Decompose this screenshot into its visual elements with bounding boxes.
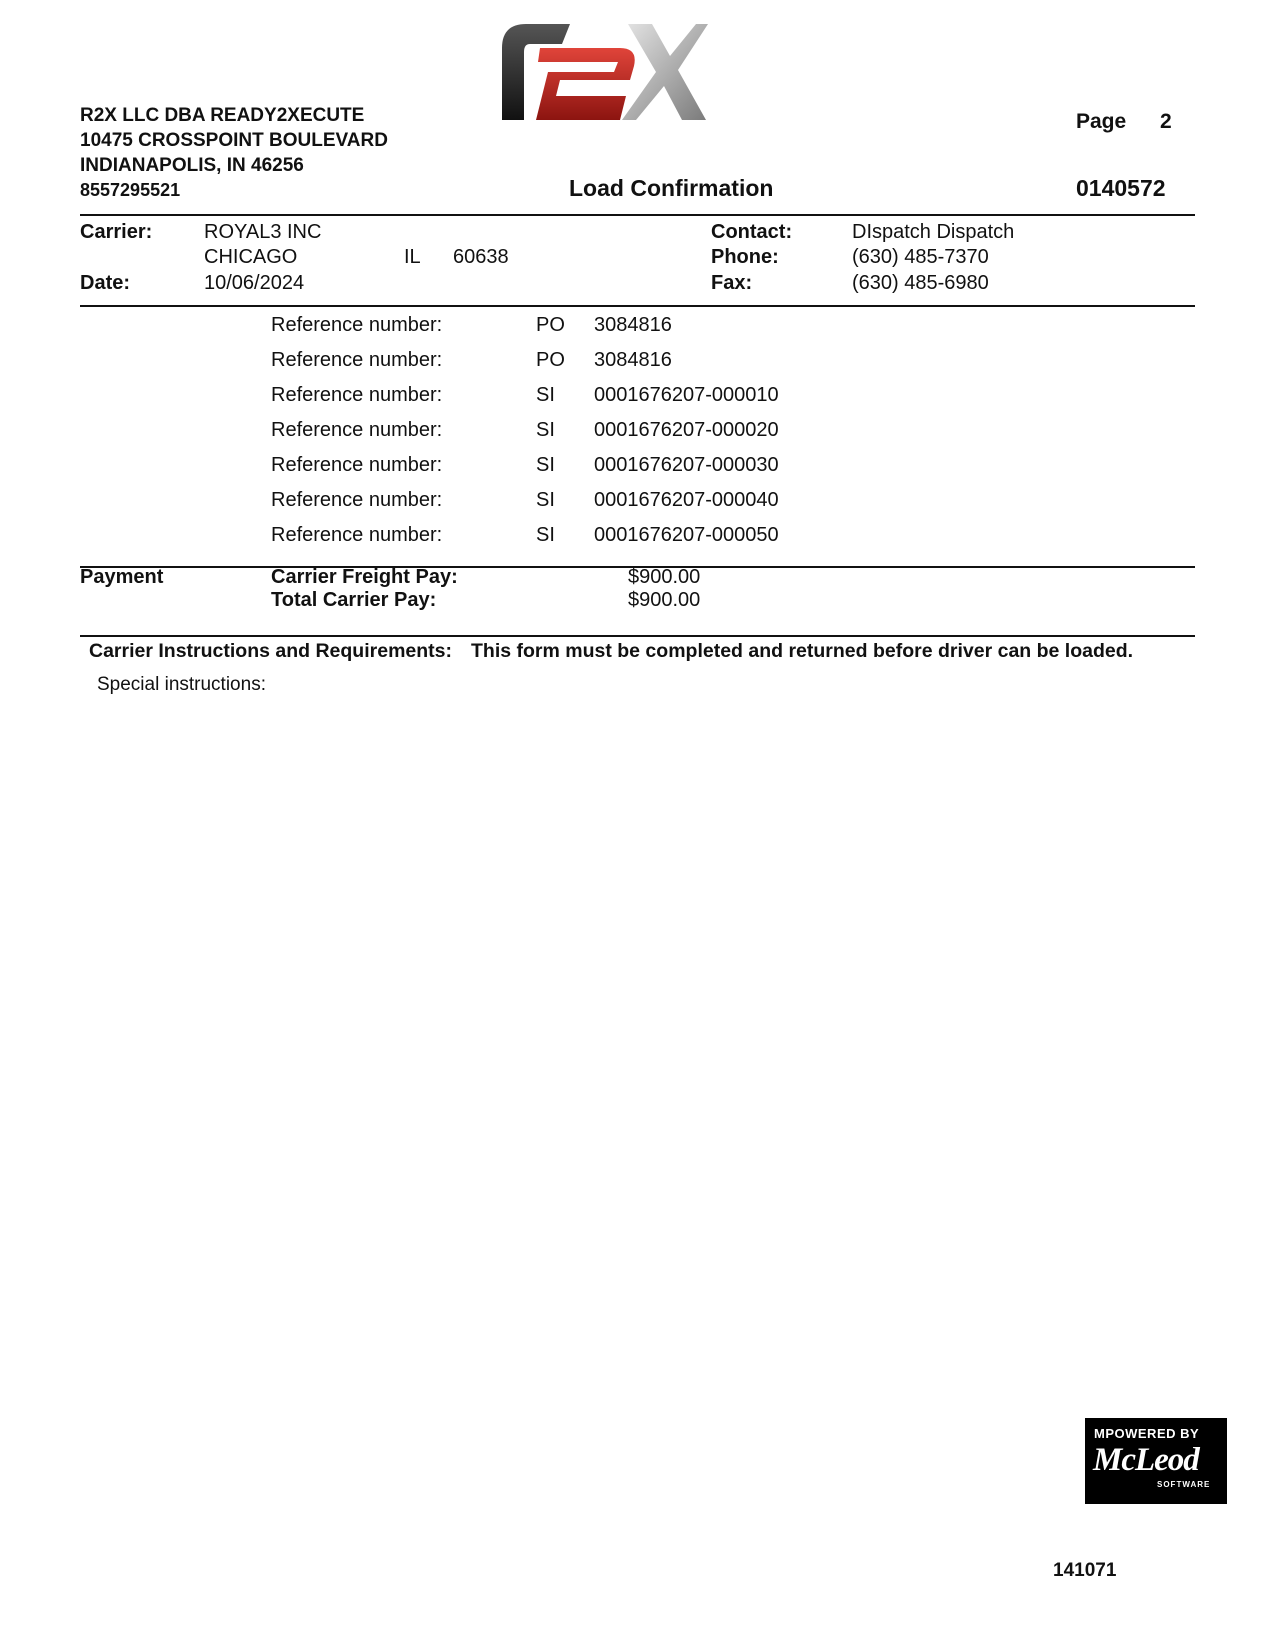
company-address-line1: 10475 CROSSPOINT BOULEVARD bbox=[80, 130, 388, 151]
reference-type: SI bbox=[536, 419, 555, 441]
page-label: Page bbox=[1076, 110, 1127, 133]
badge-brand: McLeod bbox=[1093, 1442, 1199, 1478]
reference-value: 0001676207-000030 bbox=[594, 454, 779, 476]
reference-value: 0001676207-000020 bbox=[594, 419, 779, 441]
order-number: 0140572 bbox=[1076, 175, 1166, 201]
date-value: 10/06/2024 bbox=[204, 272, 305, 294]
carrier-name: ROYAL3 INC bbox=[204, 221, 322, 243]
reference-value: 0001676207-000050 bbox=[594, 524, 779, 546]
reference-value: 0001676207-000040 bbox=[594, 489, 779, 511]
fax-value: (630) 485-6980 bbox=[852, 272, 989, 294]
badge-line3: SOFTWARE bbox=[1157, 1480, 1211, 1489]
reference-value: 0001676207-000010 bbox=[594, 384, 779, 406]
reference-row bbox=[0, 384, 1275, 418]
page-number: 2 bbox=[1160, 110, 1172, 133]
reference-type: SI bbox=[536, 384, 555, 406]
payment-label: Payment bbox=[80, 566, 164, 588]
special-instructions-label: Special instructions: bbox=[97, 674, 266, 695]
reference-type: SI bbox=[536, 489, 555, 511]
fax-label: Fax: bbox=[711, 272, 753, 294]
carrier-divider bbox=[80, 305, 1195, 307]
reference-label: Reference number: bbox=[271, 314, 443, 336]
date-label: Date: bbox=[80, 272, 131, 294]
carrier-zip: 60638 bbox=[453, 246, 509, 268]
reference-type: SI bbox=[536, 524, 555, 546]
footer-code: 141071 bbox=[1053, 1560, 1117, 1581]
reference-type: PO bbox=[536, 349, 565, 371]
badge-line1: MPOWERED BY bbox=[1094, 1426, 1200, 1441]
reference-row bbox=[0, 314, 1275, 348]
company-address-line2: INDIANAPOLIS, IN 46256 bbox=[80, 155, 304, 176]
total-pay-label: Total Carrier Pay: bbox=[271, 589, 437, 611]
document-title: Load Confirmation bbox=[569, 175, 774, 201]
phone-value: (630) 485-7370 bbox=[852, 246, 989, 268]
mcleod-badge bbox=[1085, 1418, 1227, 1504]
instructions-text: This form must be completed and returned before driver can be loaded. bbox=[471, 640, 1134, 662]
header-divider bbox=[80, 214, 1195, 216]
reference-label: Reference number: bbox=[271, 489, 443, 511]
total-pay-value: $900.00 bbox=[628, 589, 701, 611]
carrier-state: IL bbox=[404, 246, 421, 268]
contact-label: Contact: bbox=[711, 221, 793, 243]
reference-type: PO bbox=[536, 314, 565, 336]
contact-value: DIspatch Dispatch bbox=[852, 221, 1015, 243]
company-name: R2X LLC DBA READY2XECUTE bbox=[80, 105, 365, 126]
reference-row bbox=[0, 454, 1275, 488]
reference-row bbox=[0, 489, 1275, 523]
reference-type: SI bbox=[536, 454, 555, 476]
reference-value: 3084816 bbox=[594, 349, 672, 371]
reference-row bbox=[0, 419, 1275, 453]
company-logo bbox=[500, 18, 710, 130]
carrier-city: CHICAGO bbox=[204, 246, 298, 268]
freight-pay-value: $900.00 bbox=[628, 566, 701, 588]
reference-row bbox=[0, 349, 1275, 383]
reference-label: Reference number: bbox=[271, 384, 443, 406]
reference-label: Reference number: bbox=[271, 419, 443, 441]
reference-value: 3084816 bbox=[594, 314, 672, 336]
instructions-heading: Carrier Instructions and Requirements: bbox=[89, 640, 452, 662]
reference-label: Reference number: bbox=[271, 524, 443, 546]
instructions-divider bbox=[80, 635, 1195, 637]
company-phone: 8557295521 bbox=[80, 180, 181, 200]
reference-label: Reference number: bbox=[271, 349, 443, 371]
reference-row bbox=[0, 524, 1275, 558]
reference-label: Reference number: bbox=[271, 454, 443, 476]
freight-pay-label: Carrier Freight Pay: bbox=[271, 566, 458, 588]
phone-label: Phone: bbox=[711, 246, 779, 268]
carrier-label: Carrier: bbox=[80, 221, 153, 243]
